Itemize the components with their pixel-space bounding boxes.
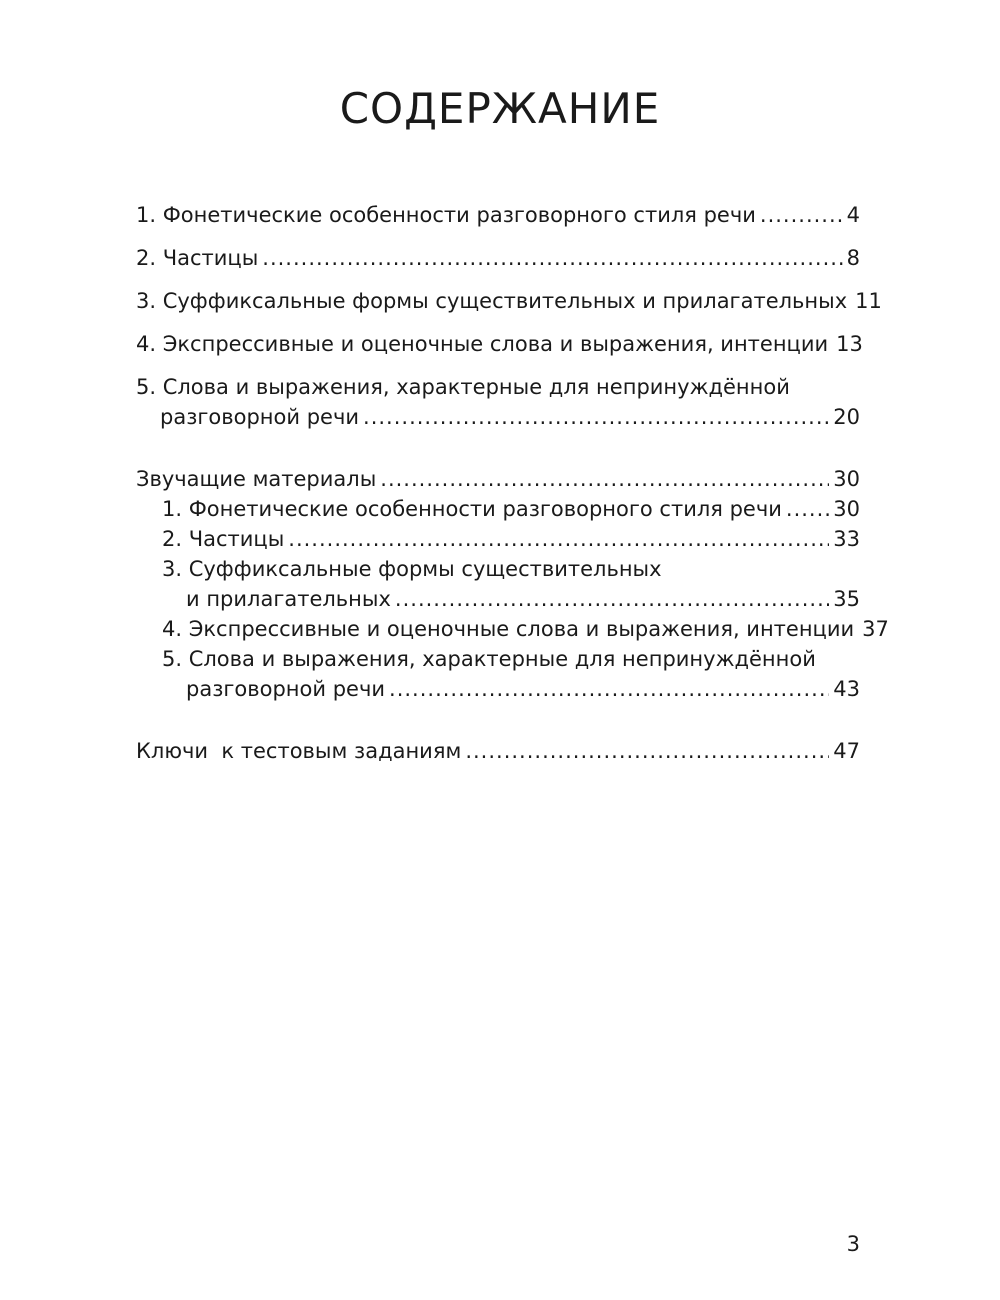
page-title: СОДЕРЖАНИЕ	[339, 84, 661, 133]
toc-page-number: 30	[833, 467, 860, 491]
toc-entry-title-line-2: разговорной речи	[186, 677, 386, 701]
dot-leader	[760, 200, 843, 230]
toc-entry-audio-materials[interactable]	[136, 464, 860, 494]
toc-entry-title: 4. Экспрессивные и оценочные слова и выражения, интенции	[136, 332, 829, 356]
toc-entry-chapter-5[interactable]	[136, 372, 860, 432]
dot-leader	[363, 402, 829, 432]
toc-entry-chapter-4[interactable]	[136, 329, 863, 359]
toc-entry-title-line-1: 5. Слова и выражения, характерные для непринуждённой	[162, 647, 816, 671]
toc-page-number: 13	[836, 332, 863, 356]
toc-page-number: 4	[846, 203, 860, 227]
dot-leader	[395, 584, 829, 614]
toc-entry-title: 4. Экспрессивные и оценочные слова и выражения, интенции	[162, 617, 855, 641]
dot-leader	[786, 494, 829, 524]
toc-entry-title-line-2: разговорной речи	[160, 405, 360, 429]
toc-page-number: 37	[862, 617, 889, 641]
toc-entry-chapter-3[interactable]	[136, 286, 882, 316]
toc-page-number: 47	[833, 739, 860, 763]
toc-entry-title-line-2: и прилагательных	[186, 587, 391, 611]
toc-entry-title: 2. Частицы	[162, 527, 285, 551]
dot-leader	[262, 243, 842, 273]
toc-entry-title: 1. Фонетические особенности разговорного стиля речи	[136, 203, 756, 227]
toc-section-title: Звучащие материалы	[136, 467, 377, 491]
dot-leader	[380, 464, 829, 494]
toc-entry-keys[interactable]	[136, 736, 860, 766]
dot-leader	[389, 674, 829, 704]
toc-entry-audio-4[interactable]	[136, 614, 889, 644]
toc-page-number: 20	[833, 405, 860, 429]
toc-entry-title-line-1: 3. Суффиксальные формы существительных	[162, 557, 662, 581]
dot-leader	[288, 524, 829, 554]
toc-entry-chapter-2[interactable]	[136, 243, 860, 273]
toc-entry-title-line-1: 5. Слова и выражения, характерные для непринуждённой	[136, 375, 790, 399]
page-number: 3	[846, 1232, 860, 1256]
table-of-contents	[136, 200, 889, 766]
toc-entry-title: 2. Частицы	[136, 246, 259, 270]
toc-entry-title: 1. Фонетические особенности разговорного стиля речи	[162, 497, 782, 521]
toc-entry-audio-5[interactable]	[136, 644, 860, 704]
dot-leader	[465, 736, 829, 766]
toc-page-number: 43	[833, 677, 860, 701]
toc-entry-title: 3. Суффиксальные формы существительных и прилагательных	[136, 289, 848, 313]
toc-entry-title: Ключи к тестовым заданиям	[136, 739, 462, 763]
toc-page-number: 11	[855, 289, 882, 313]
toc-entry-audio-1[interactable]	[136, 494, 860, 524]
toc-entry-audio-2[interactable]	[136, 524, 860, 554]
toc-page-number: 8	[846, 246, 860, 270]
toc-entry-audio-3[interactable]	[136, 554, 860, 614]
toc-page-number: 35	[833, 587, 860, 611]
toc-page-number: 33	[833, 527, 860, 551]
toc-entry-chapter-1[interactable]	[136, 200, 860, 230]
toc-page-number: 30	[833, 497, 860, 521]
